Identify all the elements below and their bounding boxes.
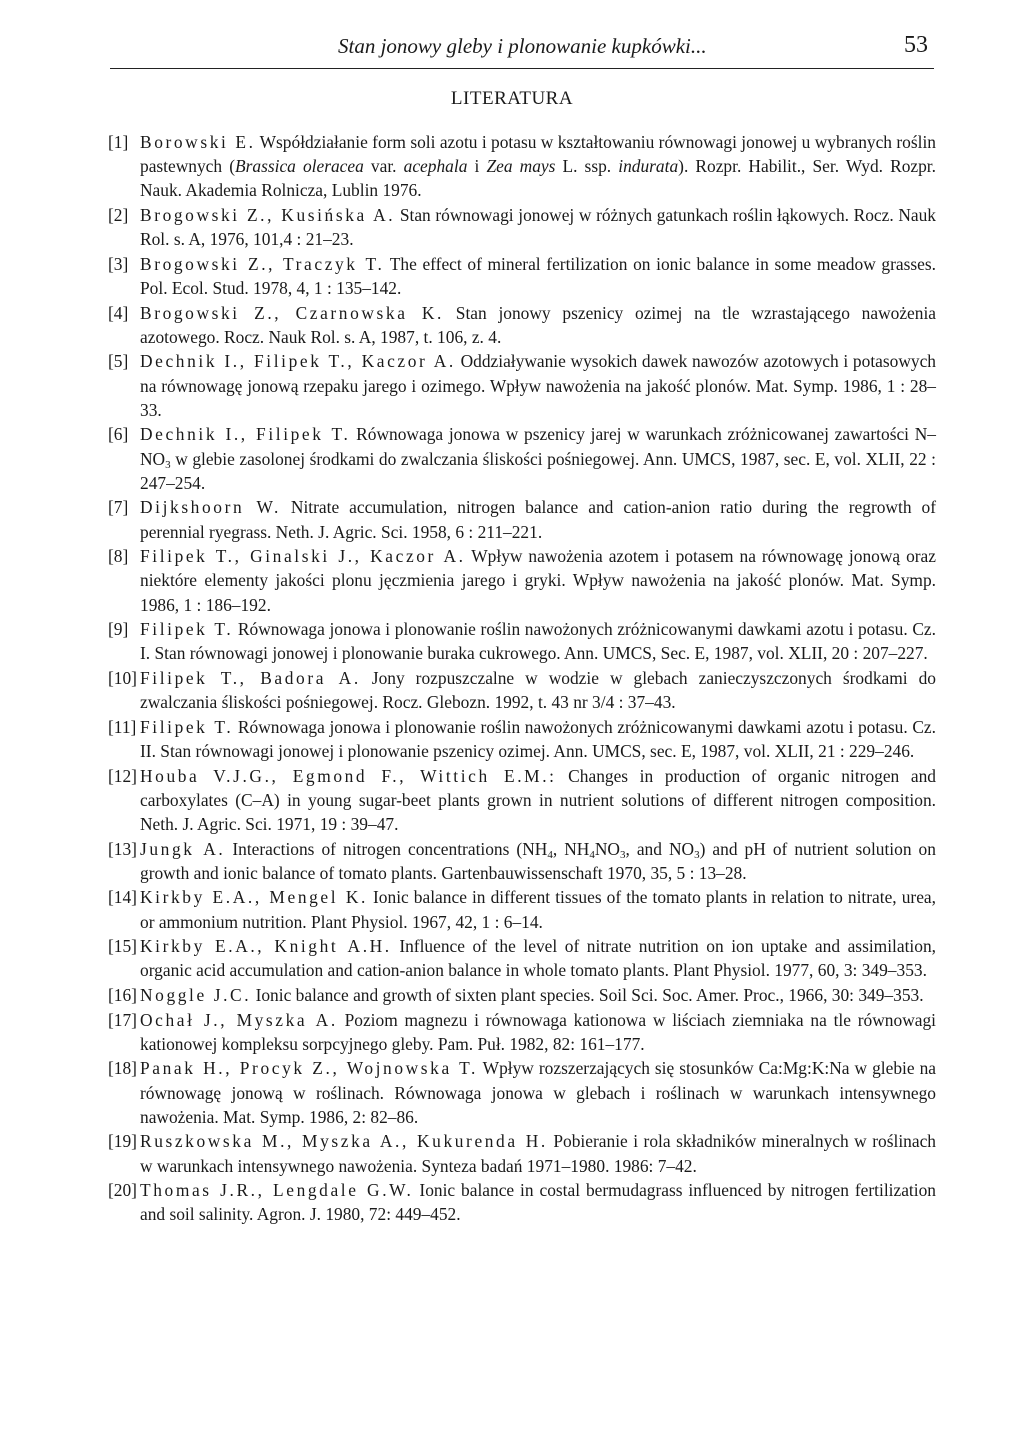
reference-authors: Ochał J., Myszka A. xyxy=(140,1009,338,1030)
reference-list xyxy=(110,130,936,1227)
reference-number: [16] xyxy=(108,984,137,1005)
reference-text: Wpływ rozszerzających się stosunków Ca:Mg:K:Na w glebie na równowagę jonową w roślinach. Równowaga jonowa w glebach i roślinach w warunkach intensywnego nawożenia. Mat. Symp. 1986, 2: 82–86. xyxy=(140,1058,936,1127)
reference-authors: Ruszkowska M., Myszka A., Kukurenda H. xyxy=(140,1131,548,1152)
reference-italic: indurata xyxy=(618,156,679,177)
reference-number: [19] xyxy=(108,1131,137,1152)
reference-item xyxy=(110,1129,936,1177)
reference-text: Stan równowagi jonowej w różnych gatunkach roślin łąkowych. Rocz. Nauk Rol. s. A, 1976, 101,4 : 21–23. xyxy=(140,205,936,250)
reference-text: Oddziaływanie wysokich dawek nawozów azotowych i potasowych na równowagę jonową rzepaku jarego i ozimego. Wpływ nawożenia na jakość plonów. Mat. Symp. 1986, 1 : 28–33. xyxy=(140,351,937,420)
subscript: 4 xyxy=(589,848,595,861)
reference-number: [8] xyxy=(108,546,129,567)
reference-text: L. ssp. xyxy=(555,156,619,177)
reference-authors: Thomas J.R., Lengdale G.W. xyxy=(140,1180,414,1201)
reference-authors: Filipek T. xyxy=(140,716,234,737)
reference-number: [20] xyxy=(108,1180,137,1201)
page-number: 53 xyxy=(904,32,928,58)
reference-authors: Dijkshoorn W. xyxy=(140,497,281,518)
reference-number: [10] xyxy=(108,667,137,688)
reference-number: [11] xyxy=(108,716,137,737)
reference-item xyxy=(110,349,936,422)
reference-text: NO xyxy=(594,838,620,859)
reference-item xyxy=(110,983,936,1007)
reference-italic: Brassica oleracea xyxy=(235,156,364,177)
reference-item xyxy=(110,1008,936,1056)
reference-item xyxy=(110,617,936,665)
reference-text: Ionic balance in costal bermudagrass influenced by nitrogen fertilization and soil salinity. Agron. J. 1980, 72: 449–452. xyxy=(140,1180,936,1225)
reference-item xyxy=(110,203,936,251)
reference-text: ). Rozpr. Habilit., Ser. Wyd. Rozpr. Nauk. Akademia Rolnicza, Lublin 1976. xyxy=(140,156,936,201)
reference-text: Poziom magnezu i równowaga kationowa w liściach ziemniaka na tle równowagi kationowej kompleksu sorpcyjnego gleby. Pam. Puł. 1982, 82: 161–177. xyxy=(140,1009,936,1054)
reference-text: Influence of the level of nitrate nutrition on ion uptake and assimilation, organic acid accumulation and cation-anion balance in whole tomato plants. Plant Physiol. 1977, 60, 3: 349–353. xyxy=(140,936,936,981)
reference-text: Jony rozpuszczalne w wodzie w glebach zanieczyszczonych środkami do zwalczania śliskości pośniegowej. Rocz. Glebozn. 1992, t. 43 nr 3/4 : 37–43. xyxy=(140,667,936,713)
reference-number: [1] xyxy=(108,132,129,152)
reference-italic: acephala xyxy=(403,156,468,177)
reference-authors: Kirkby E.A., Mengel K. xyxy=(140,887,368,908)
section-title: LITERATURA xyxy=(450,88,574,109)
running-title: Stan jonowy gleby i plonowanie kupkówki... xyxy=(338,34,707,58)
reference-authors: Houba V.J.G., Egmond F., Wittich E.M.: xyxy=(140,765,557,786)
reference-authors: Borowski E. xyxy=(140,132,256,152)
reference-number: [3] xyxy=(108,253,129,274)
reference-number: [13] xyxy=(108,838,137,859)
reference-authors: Kirkby E.A., Knight A.H. xyxy=(140,936,392,957)
reference-item xyxy=(110,764,936,837)
subscript: 3 xyxy=(619,848,626,861)
reference-item xyxy=(110,495,936,543)
reference-authors: Filipek T., Ginalski J., Kaczor A. xyxy=(140,546,466,567)
reference-number: [18] xyxy=(108,1058,137,1079)
reference-text: w glebie zasolonej środkami do zwalczania śliskości pośniegowej. Ann. UMCS, 1987, sec. E, vol. XLII, 22 : 247–254. xyxy=(140,448,936,493)
reference-authors: Dechnik I., Filipek T. xyxy=(140,424,351,445)
reference-text: Ionic balance in different tissues of the tomato plants in relation to nitrate, urea, or ammonium nutrition. Plant Physiol. 1967, 42, 1 : 6–14. xyxy=(140,887,936,932)
reference-text: Równowaga jonowa i plonowanie roślin nawożonych zróżnicowanymi dawkami azotu i potasu. Cz. II. Stan równowagi jonowej i plonowanie pszenicy ozimej. Ann. UMCS, sec. E, 1987, vol. XLII, 21 : 229–246. xyxy=(140,716,936,761)
reference-item xyxy=(110,1056,936,1129)
reference-text: Równowaga jonowa w pszenicy jarej w warunkach zróżnicowanej zawartości N–NO xyxy=(140,424,936,469)
reference-text: Ionic balance and growth of sixten plant species. Soil Sci. Soc. Amer. Proc., 1966, 30: 349–353. xyxy=(251,984,924,1005)
reference-item xyxy=(110,130,936,203)
reference-authors: Dechnik I., Filipek T., Kaczor A. xyxy=(140,351,456,372)
reference-authors: Brogowski Z., Traczyk T. xyxy=(140,253,385,274)
reference-item xyxy=(110,301,936,349)
reference-text: , and NO xyxy=(625,838,695,859)
reference-text: Changes in production of organic nitrogen and carboxylates (C–A) in young sugar-beet plants grown in nutrient solutions of different nitrogen composition. Neth. J. Agric. Sci. 1971, 19 : 39–47. xyxy=(140,765,936,834)
reference-number: [4] xyxy=(108,302,129,323)
subscript: 3 xyxy=(165,458,171,471)
reference-text: Równowaga jonowa i plonowanie roślin nawożonych zróżnicowanymi dawkami azotu i potasu. Cz. I. Stan równowagi jonowej i plonowanie buraka cukrowego. Ann. UMCS, Sec. E, 1987, vol. XLII, 20 : 207–227. xyxy=(140,619,936,664)
reference-number: [2] xyxy=(108,205,129,225)
reference-authors: Filipek T., Badora A. xyxy=(140,667,361,688)
running-head xyxy=(110,28,934,69)
reference-number: [5] xyxy=(108,351,129,372)
reference-number: [7] xyxy=(108,497,129,518)
reference-item xyxy=(110,934,936,982)
reference-item xyxy=(110,666,936,714)
reference-text: var. xyxy=(363,156,404,177)
reference-number: [9] xyxy=(108,619,129,640)
reference-text: i xyxy=(467,156,487,177)
reference-authors: Brogowski Z., Czarnowska K. xyxy=(140,302,445,323)
reference-text: Pobieranie i rola składników mineralnych w roślinach w warunkach intensywnego nawożenia. Synteza badań 1971–1980. 1986: 7–42. xyxy=(140,1131,936,1176)
subscript: 4 xyxy=(547,848,553,861)
reference-authors: Jungk A. xyxy=(140,838,226,859)
reference-text: , NH xyxy=(552,838,590,859)
reference-authors: Panak H., Procyk Z., Wojnowska T. xyxy=(140,1058,478,1079)
reference-text: Nitrate accumulation, nitrogen balance and cation-anion ratio during the regrowth of perennial ryegrass. Neth. J. Agric. Sci. 1958, 6 : 211–221. xyxy=(140,497,936,542)
reference-item xyxy=(110,422,936,495)
reference-text: ) and pH of nutrient solution on growth and ionic balance of tomato plants. Gartenbauwissenschaft 1970, 35, 5 : 13–28. xyxy=(140,838,936,883)
reference-number: [14] xyxy=(108,887,137,908)
reference-item xyxy=(110,837,936,885)
reference-text: The effect of mineral fertilization on ionic balance in some meadow grasses. Pol. Ecol. Stud. 1978, 4, 1 : 135–142. xyxy=(140,253,936,298)
reference-authors: Noggle J.C. xyxy=(140,984,252,1005)
reference-item xyxy=(110,1178,936,1226)
reference-text: Stan jonowy pszenicy ozimej na tle wzrastającego nawożenia azotowego. Rocz. Nauk Rol. s. A, 1987, t. 106, z. 4. xyxy=(140,302,937,347)
reference-authors: Filipek T. xyxy=(140,619,234,640)
reference-item xyxy=(110,885,936,933)
reference-number: [15] xyxy=(108,936,137,957)
reference-italic: Zea mays xyxy=(486,156,556,177)
reference-authors: Brogowski Z., Kusińska A. xyxy=(140,205,396,225)
reference-text: Współdziałanie form soli azotu i potasu w kształtowaniu równowagi jonowej u wybranych roślin pastewnych ( xyxy=(140,132,936,177)
reference-text: Wpływ nawożenia azotem i potasem na równowagę jonową oraz niektóre elementy jakości plonu jęczmienia jarego i gryki. Wpływ nawożenia na jakość plonów. Mat. Symp. 1986, 1 : 186–192. xyxy=(140,546,936,615)
reference-item xyxy=(110,715,936,763)
reference-text: Interactions of nitrogen concentrations (NH xyxy=(225,838,548,859)
reference-number: [17] xyxy=(108,1009,137,1030)
reference-number: [12] xyxy=(108,765,137,786)
reference-item xyxy=(110,252,936,300)
reference-item xyxy=(110,544,936,617)
subscript: 3 xyxy=(694,848,700,861)
reference-number: [6] xyxy=(108,424,129,445)
